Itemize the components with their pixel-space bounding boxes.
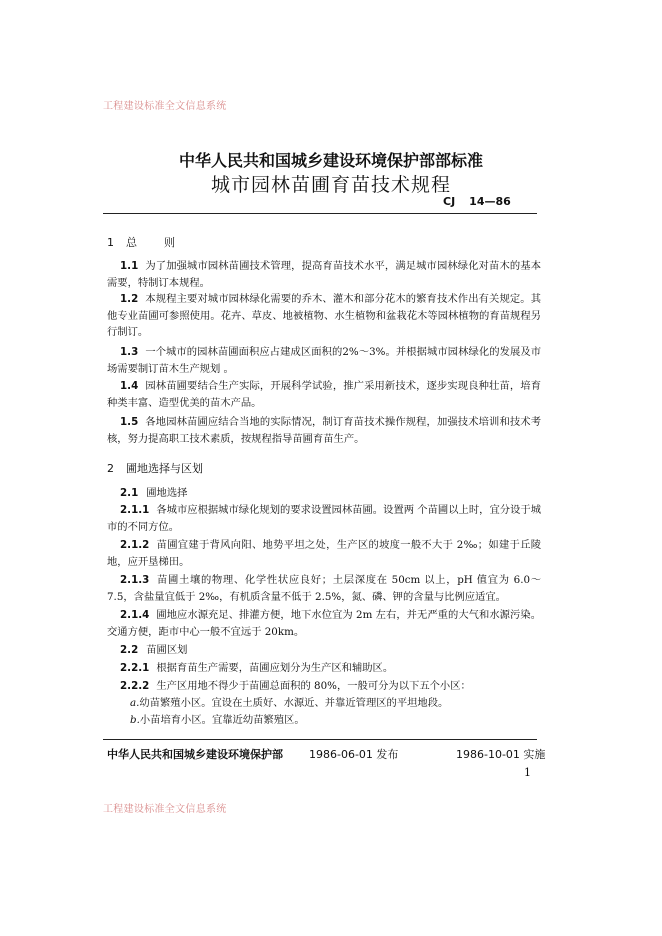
standard-code: [443, 195, 511, 208]
section-2-heading: 2 圃地选择与区划: [107, 462, 203, 475]
header-divider: [103, 213, 537, 214]
clause-2-1-3: 2.1.3 苗圃土壤的物理、化学性状应良好；土层深度在 50cm 以上，pH 值宜为 6.0～7.5，含盐量宜低于 2‰，有机质含量不低于 2.5%，氮、磷、钾的含量与比例应适宜。: [107, 574, 541, 603]
clause-1-2: 1.2 本规程主要对城市园林绿化需要的乔木、灌木和部分花木的繁育技术作出有关规定。其他专业苗圃可参照使用。花卉、草皮、地被植物、水生植物和盆栽花木等园林植物的育苗规程另行制订。: [107, 293, 541, 338]
subsection-2-1: 2.1 圃地选择: [120, 487, 188, 499]
watermark-top: 工程建设标准全文信息系统: [103, 101, 227, 112]
issuing-organization: 中华人民共和国城乡建设环境保护部部标准: [178, 151, 483, 170]
code-prefix: CJ: [443, 195, 456, 208]
footer-divider: [103, 739, 537, 740]
clause-1-3: 1.3 一个城市的园林苗圃面积应占建成区面积的2%～3%。并根据城市园林绿化的发展及市场需要制订苗木生产规划 。: [107, 346, 541, 375]
section-1-heading: 1 总 则: [107, 236, 183, 249]
watermark-bottom: 工程建设标准全文信息系统: [103, 804, 227, 815]
footer-issuer: 中华人民共和国城乡建设环境保护部: [107, 748, 283, 761]
footer-publish-date: 1986-06-01 发布: [309, 748, 399, 761]
clause-2-1-4: 2.1.4 圃地应水源充足、排灌方便，地下水位宜为 2m 左右，并无严重的大气和水源污染。交通方便，距市中心一般不宜远于 20km。: [107, 609, 541, 638]
document-title: 城市园林苗圃育苗技术规程: [210, 174, 451, 196]
page-number: 1: [524, 766, 531, 779]
subsection-2-2: 2.2 苗圃区划: [120, 644, 188, 656]
clause-1-5: 1.5 各地园林苗圃应结合当地的实际情况，制订育苗技术操作规程，加强技术培训和技术考核，努力提高职工技术素质，按规程指导苗圃育苗生产。: [107, 416, 541, 445]
list-item-a: a.幼苗繁殖小区。宜设在土质好、水源近、并靠近管理区的平坦地段。: [130, 697, 449, 709]
clause-2-1-1: 2.1.1 各城市应根据城市绿化规划的要求设置园林苗圃。设置两 个苗圃以上时，宜分设于城市的不同方位。: [107, 504, 541, 533]
clause-2-2-2: 2.2.2 生产区用地不得少于苗圃总面积的 80%，一般可分为以下五个小区：: [120, 680, 471, 692]
list-item-b: b.小苗培育小区。宜靠近幼苗繁殖区。: [130, 714, 305, 726]
clause-2-1-2: 2.1.2 苗圃宜建于背风向阳、地势平坦之处，生产区的坡度一般不大于 2‰；如建于丘陵地，应开垦梯田。: [107, 539, 541, 568]
footer-effective-date: 1986-10-01 实施: [456, 748, 546, 761]
clause-2-2-1: 2.2.1 根据育苗生产需要，苗圃应划分为生产区和辅助区。: [120, 662, 394, 674]
code-number: 14—86: [469, 195, 511, 208]
clause-1-4: 1.4 园林苗圃要结合生产实际，开展科学试验，推广采用新技术，逐步实现良种壮苗，培育种类丰富、造型优美的苗木产品。: [107, 380, 541, 409]
clause-1-1: 1.1 为了加强城市园林苗圃技术管理，提高育苗技术水平，满足城市园林绿化对苗木的基本需要，特制订本规程。: [107, 260, 541, 289]
